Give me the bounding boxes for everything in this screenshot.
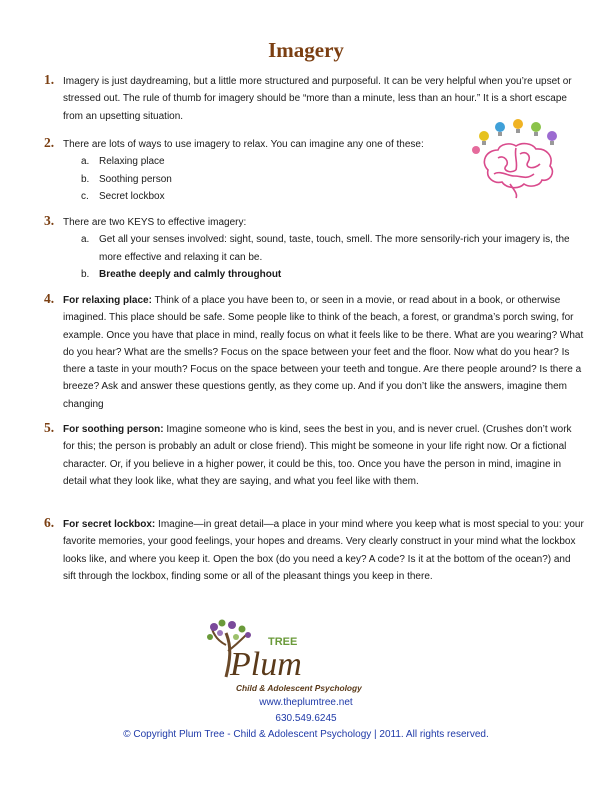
sub-item-text: Soothing person — [99, 173, 172, 185]
logo-word-tree: TREE — [268, 636, 298, 648]
item-number: 1. — [44, 72, 55, 87]
brain-lightbulbs-icon — [470, 118, 562, 200]
sub-item-text: Get all your senses involved: sight, sound, taste, touch, smell. The more sensorily-rich your imagery is, the more effective and relaxing it can be. — [99, 234, 570, 263]
list-item — [44, 421, 584, 490]
list-item — [44, 214, 584, 283]
item-body: Imagine—in great detail—a place in your mind where you keep what is most special to you: your favorite memories, your good feelings, your hopes and dreams. Very clearly construct in your mind what the lockbox looks like, and where you keep it. Open the box (do you need a key? A code? Is it at the bottom of the ocean?) and sift through the lockbox, finding some or all of the pleasant things you keep in there. — [63, 519, 584, 582]
item-text — [63, 292, 584, 413]
copyright-notice: © Copyright Plum Tree - Child & Adolescent Psychology | 2011. All rights reserved. — [123, 729, 489, 740]
phone-number: 630.549.6245 — [275, 713, 337, 724]
logo-word-plum: Plum — [230, 646, 302, 683]
sub-item-letter: b. — [81, 173, 90, 185]
item-body: Think of a place you have been to, or seen in a movie, or read about in a book, or otherwise imagined. This place should be safe. Some people like to think of the beach, a forest, or grandma’s porch swing, for example. Once you have that place in mind, really focus on what it feels like to be there. What are you wearing? What do you hear? What are the smells? Focus on the space between your feet and the floor. Now what do you hear? Is there a taste in your mouth? Focus on the space between your teeth and tongue. Are there people around? Is there a breeze? Ask and answer these questions gently, as they come up. And if you don’t like the answers, imagine them changing — [63, 295, 584, 410]
item-text: There are two KEYS to effective imagery: — [63, 217, 247, 228]
sub-item — [81, 231, 584, 266]
item-lead: For relaxing place: — [63, 295, 152, 306]
website-link[interactable]: www.theplumtree.net — [259, 697, 353, 708]
item-text — [63, 516, 584, 585]
item-lead: For soothing person: — [63, 424, 164, 435]
sub-item-text: Secret lockbox — [99, 190, 165, 202]
list-item — [44, 292, 584, 413]
item-number: 5. — [44, 420, 55, 435]
item-number: 6. — [44, 515, 55, 530]
item-text — [63, 421, 584, 490]
sub-item-text: Breathe deeply and calmly throughout — [99, 268, 282, 280]
item-text: There are lots of ways to use imagery to relax. You can imagine any one of these: — [63, 139, 424, 150]
sub-item-text: Relaxing place — [99, 156, 165, 168]
item-text: Imagery is just daydreaming, but a little more structured and purposeful. It can be very helpful when you’re upset or stressed out. The rule of thumb for imagery should be “more than a minute, less than an hour.” It is a short escape from an upsetting situation. — [63, 76, 572, 122]
list-item — [44, 516, 584, 585]
sub-item-letter: a. — [81, 156, 90, 168]
brain-shape — [484, 144, 552, 198]
item-number: 3. — [44, 213, 55, 228]
lightbulb-icons — [472, 119, 557, 154]
page-title: Imagery — [268, 38, 344, 62]
sub-item — [81, 266, 584, 283]
sub-item-letter: c. — [81, 190, 89, 202]
item-number: 2. — [44, 135, 55, 150]
plum-tree-logo — [206, 617, 382, 697]
sub-item-letter: b. — [81, 268, 90, 280]
sub-item-letter: a. — [81, 234, 90, 246]
logo-subtitle: Child & Adolescent Psychology — [236, 683, 362, 693]
item-body: Imagine someone who is kind, sees the best in you, and is never cruel. (Crushes don’t work for this; the person is probably an adult or close friend). This might be someone in your life right now. Or a fictional character. Or, if you believe in a higher power, it could be this, too. Once you have the person in mind, imagine in detail what they look like, what they are saying, and what you feel like with them. — [63, 424, 572, 487]
item-number: 4. — [44, 291, 55, 306]
item-lead: For secret lockbox: — [63, 519, 156, 530]
